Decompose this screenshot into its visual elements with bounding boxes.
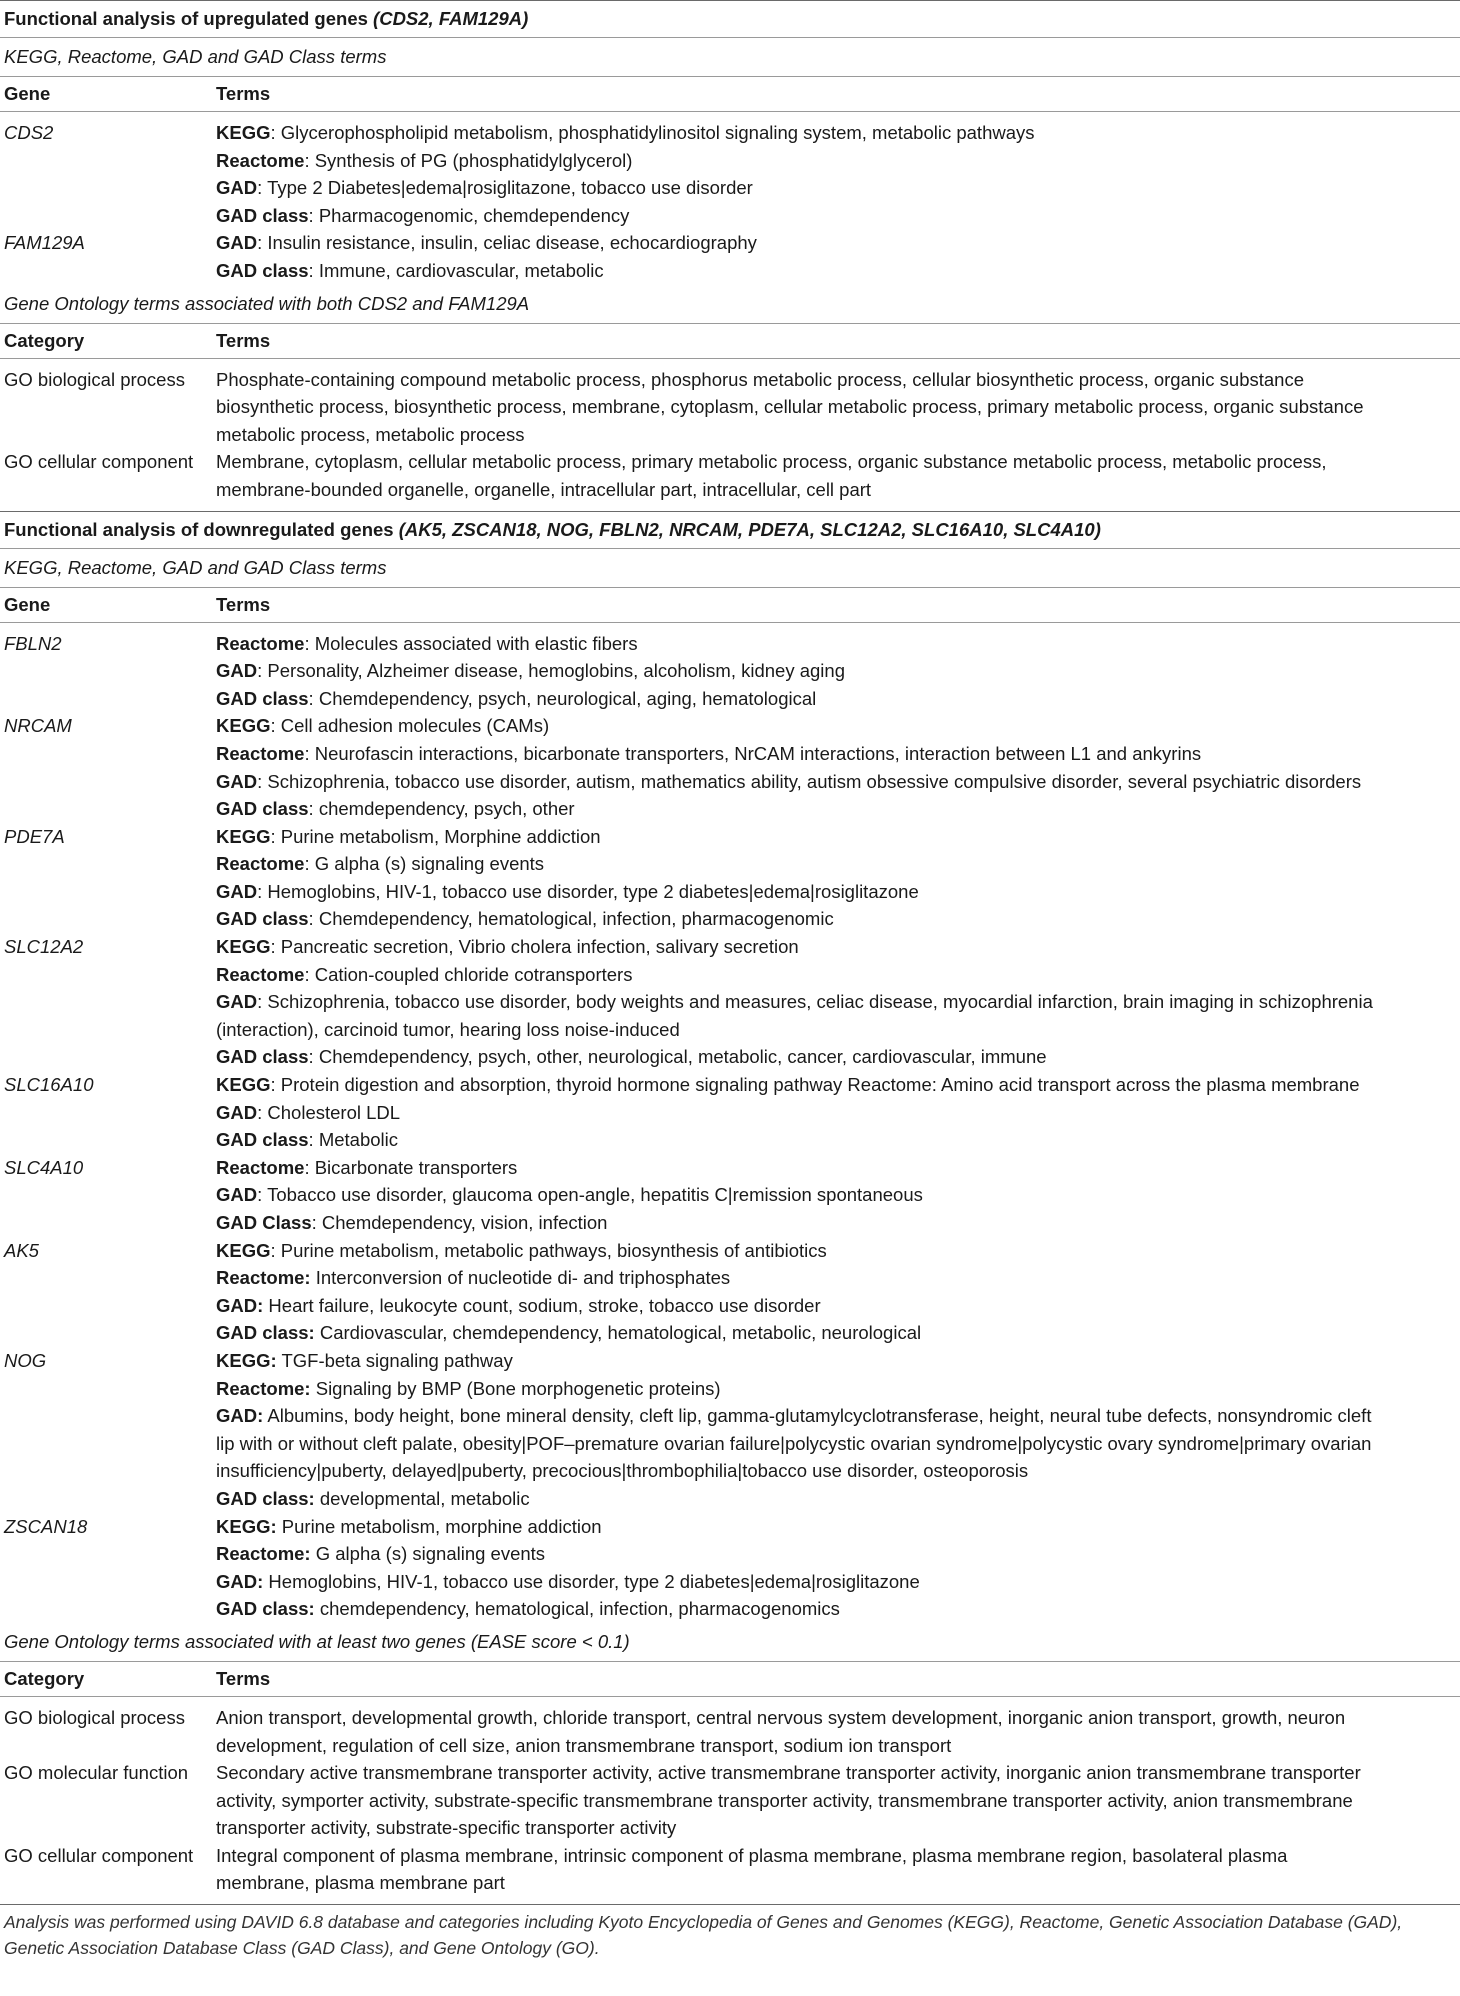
column-header-terms: Terms [216,83,271,104]
term-line [216,657,1456,685]
section-heading-genes: (AK5, ZSCAN18, NOG, FBLN2, NRCAM, PDE7A, SLC12A2, SLC16A10, SLC4A10) [398,518,1101,540]
gene-row [0,1347,1460,1513]
go-terms [216,448,1456,503]
term-continuation: (interaction), carcinoid tumor, hearing loss noise-induced [216,1018,680,1040]
term-label: Reactome [216,963,305,985]
term-line [216,1209,1456,1237]
term-label: GAD class: [216,1598,315,1620]
term-line [216,905,1456,933]
term-line [216,823,1456,851]
gene-name: FBLN2 [4,632,62,654]
term-separator: : [270,122,281,143]
term-label: GAD [216,770,258,792]
gene-row [0,712,1460,822]
gene-row [0,1513,1460,1623]
term-text: Cholesterol LDL [267,1101,401,1123]
gene-terms [216,1513,1456,1623]
term-line [216,147,1456,175]
term-line [216,1402,1456,1430]
term-line [216,630,1456,658]
term-text: Chemdependency, vision, infection [321,1212,608,1233]
go-row [0,448,1460,503]
term-line [216,1043,1456,1071]
gene-name: FAM129A [4,232,85,254]
term-separator: : [308,687,319,709]
term-line [216,850,1456,878]
section-heading [0,1,1460,37]
term-text: Purine metabolism, morphine addiction [281,1515,602,1537]
term-line [216,1513,1456,1541]
term-separator: : [270,825,281,847]
term-text: chemdependency, hematological, infection, pharmacogenomics [319,1598,840,1620]
term-label: GAD class [216,259,309,281]
spacer [0,112,1460,119]
term-label: KEGG [216,122,271,143]
term-text: developmental, metabolic [319,1487,530,1509]
term-label: KEGG [216,936,271,958]
term-text: Immune, cardiovascular, metabolic [318,259,604,281]
term-separator: : [257,991,268,1013]
term-line [216,768,1456,796]
term-line [216,257,1456,285]
go-term-line: activity, symporter activity, substrate-specific transmembrane transporter activity, transmembrane transporter activity, anion transmembrane [216,1789,1353,1811]
term-line [216,933,1456,961]
term-line [216,1595,1456,1623]
term-text: Schizophrenia, tobacco use disorder, body weights and measures, celiac disease, myocardial infarction, brain imaging in schizophrenia [267,991,1373,1013]
gene-terms [216,712,1456,822]
gene-row [0,630,1460,713]
gene-terms [216,1154,1456,1237]
term-separator: : [270,1074,281,1096]
term-text: chemdependency, psych, other [318,798,575,820]
term-text: G alpha (s) signaling events [314,853,545,875]
term-text: Schizophrenia, tobacco use disorder, autism, mathematics ability, autism obsessive compulsive disorder, several psychiatric disorders [267,770,1362,792]
term-line [216,202,1456,230]
go-term-line: development, regulation of cell size, anion transmembrane transport, sodium ion transport [216,1734,952,1756]
term-label: Reactome [216,1156,305,1178]
term-label: Reactome: [216,1377,311,1399]
term-label: Reactome [216,853,305,875]
term-line [216,1347,1456,1375]
term-line [216,1126,1456,1154]
gene-terms [216,1237,1456,1347]
column-header-category: Category [4,329,85,351]
term-line [216,1099,1456,1127]
column-header-terms: Terms [216,1667,271,1689]
term-text: Signaling by BMP (Bone morphogenetic proteins) [315,1377,721,1399]
gene-name: NRCAM [4,715,72,737]
term-label: GAD class [216,798,309,820]
term-text: Interconversion of nucleotide di- and triphosphates [315,1267,731,1289]
term-text: Heart failure, leukocyte count, sodium, stroke, tobacco use disorder [268,1294,821,1316]
gene-name: SLC16A10 [4,1074,94,1096]
term-separator: : [257,660,268,682]
term-separator: : [257,1184,268,1206]
go-terms [216,366,1456,449]
go-terms [216,1759,1456,1842]
term-label: GAD Class [216,1212,312,1233]
term-text: G alpha (s) signaling events [315,1543,546,1565]
term-line [216,174,1456,202]
go-term-line: Integral component of plasma membrane, intrinsic component of plasma membrane, plasma membrane region, basolateral plasma [216,1844,1288,1866]
term-line [216,1568,1456,1596]
term-text: Cell adhesion molecules (CAMs) [280,715,550,737]
kegg-column-header [0,588,1460,622]
gene-row [0,119,1460,229]
term-label: GAD: [216,1294,264,1316]
section-heading-text: Functional analysis of upregulated genes [4,8,374,29]
gene-row [0,933,1460,1071]
go-term-line: membrane-bounded organelle, organelle, intracellular part, intracellular, cell part [216,478,872,500]
kegg-column-header [0,77,1460,111]
term-label: GAD: [216,1405,264,1427]
go-term-line: Phosphate-containing compound metabolic process, phosphorus metabolic process, cellular biosynthetic process, organic substance [216,368,1304,390]
go-subheading: Gene Ontology terms associated with both CDS2 and FAM129A [4,292,530,314]
column-header-terms: Terms [216,329,271,351]
term-separator: : [304,149,315,171]
gene-row [0,229,1460,284]
go-terms [216,1842,1456,1897]
go-category: GO molecular function [4,1762,189,1784]
term-text: Insulin resistance, insulin, celiac disease, echocardiography [267,232,757,254]
term-line [216,712,1456,740]
term-text: Type 2 Diabetes|edema|rosiglitazone, tobacco use disorder [267,177,753,199]
go-category: GO biological process [4,1706,185,1728]
term-label: KEGG [216,825,271,847]
term-separator: : [270,1239,281,1261]
term-line [216,1485,1456,1513]
term-continuation: insufficiency|puberty, delayed|puberty, precocious|thrombophilia|tobacco use disorder, osteoporosis [216,1460,1029,1482]
gene-name: ZSCAN18 [4,1515,88,1537]
term-label: GAD [216,232,258,254]
term-text: Purine metabolism, metabolic pathways, biosynthesis of antibiotics [280,1239,827,1261]
go-column-header [0,1662,1460,1696]
spacer [0,359,1460,366]
gene-row [0,1154,1460,1237]
term-separator: : [257,770,268,792]
term-separator: : [308,204,319,226]
section-heading-genes: (CDS2, FAM129A) [373,8,529,29]
gene-terms [216,1071,1456,1154]
gene-terms [216,630,1456,713]
column-header-gene: Gene [4,83,51,104]
term-separator: : [257,232,268,254]
term-text: Synthesis of PG (phosphatidylglycerol) [314,149,633,171]
section-heading-text: Functional analysis of downregulated genes [4,518,399,540]
spacer [0,623,1460,630]
term-label: GAD class [216,1129,309,1151]
term-text: Personality, Alzheimer disease, hemoglobins, alcoholism, kidney aging [267,660,845,682]
term-label: KEGG: [216,1515,277,1537]
term-separator: : [304,742,315,764]
term-separator: : [308,798,319,820]
spacer [0,1697,1460,1704]
term-line [216,685,1456,713]
gene-name: SLC12A2 [4,936,84,958]
term-line [216,961,1456,989]
term-text: Metabolic [318,1129,399,1151]
term-line [216,1540,1456,1568]
footnote-line: Genetic Association Database Class (GAD Class), and Gene Ontology (GO). [4,1938,600,1959]
term-text: Cation-coupled chloride cotransporters [314,963,633,985]
term-text: Tobacco use disorder, glaucoma open-angle, hepatitis C|remission spontaneous [267,1184,923,1206]
kegg-subheading: KEGG, Reactome, GAD and GAD Class terms [4,556,387,578]
go-term-line: Membrane, cytoplasm, cellular metabolic process, primary metabolic process, organic substance metabolic process, metabolic process, [216,451,1327,473]
footnote-line: Analysis was performed using DAVID 6.8 database and categories including Kyoto Encyclopedia of Genes and Genomes (KEGG), Reactome, Genetic Association Database (GAD), [4,1912,1403,1933]
term-continuation: lip with or without cleft palate, obesity|POF–premature ovarian failure|polycystic ovarian syndrome|polycystic ovary syndrome|primary ovarian [216,1432,1372,1454]
term-line [216,1264,1456,1292]
term-line [216,229,1456,257]
gene-row [0,823,1460,933]
term-text: Purine metabolism, Morphine addiction [280,825,601,847]
term-separator: : [257,1101,268,1123]
spacer [0,1897,1460,1904]
gene-terms [216,1347,1456,1513]
term-line [216,119,1456,147]
term-label: Reactome [216,632,305,654]
term-separator: : [304,853,315,875]
term-line [216,795,1456,823]
column-header-gene: Gene [4,593,51,615]
gene-name: SLC4A10 [4,1156,84,1178]
term-line [216,1181,1456,1209]
go-term-line: membrane, plasma membrane part [216,1872,505,1894]
term-line [216,1375,1456,1403]
term-text: Glycerophospholipid metabolism, phosphatidylinositol signaling system, metabolic pathways [280,122,1035,143]
gene-row [0,1071,1460,1154]
table-footnote [0,1905,1460,1961]
go-row [0,1759,1460,1842]
go-category: GO cellular component [4,1844,194,1866]
term-label: Reactome [216,149,305,171]
term-separator: : [311,1212,322,1233]
term-separator: : [304,963,315,985]
term-line [216,1071,1456,1099]
go-column-header [0,324,1460,358]
term-line [216,740,1456,768]
term-text: Chemdependency, psych, neurological, aging, hematological [318,687,817,709]
gene-terms [216,119,1456,229]
term-text: Pancreatic secretion, Vibrio cholera infection, salivary secretion [280,936,799,958]
gene-name: AK5 [4,1239,39,1261]
go-term-line: Secondary active transmembrane transporter activity, active transmembrane transporter activity, inorganic anion transmembrane transporter [216,1762,1361,1784]
term-label: GAD class [216,687,309,709]
term-label: KEGG [216,1074,271,1096]
kegg-subheading: KEGG, Reactome, GAD and GAD Class terms [4,46,387,67]
go-terms [216,1704,1456,1759]
section-heading [0,512,1460,548]
term-label: GAD class [216,1046,309,1068]
term-label: GAD class [216,908,309,930]
term-separator: : [308,259,319,281]
term-label: KEGG [216,1239,271,1261]
gene-row [0,1237,1460,1347]
term-label: KEGG [216,715,271,737]
column-header-category: Category [4,1667,85,1689]
spacer [0,504,1460,511]
term-separator: : [308,1046,319,1068]
go-category: GO cellular component [4,451,194,473]
term-text: Hemoglobins, HIV-1, tobacco use disorder, type 2 diabetes|edema|rosiglitazone [268,1570,920,1592]
go-row [0,1842,1460,1897]
term-text: Bicarbonate transporters [314,1156,518,1178]
go-term-line: Anion transport, developmental growth, chloride transport, central nervous system development, inorganic anion transport, growth, neuron [216,1706,1346,1728]
term-separator: : [304,632,315,654]
term-text: Molecules associated with elastic fibers [314,632,638,654]
term-line [216,1319,1456,1347]
go-term-line: biosynthetic process, biosynthetic process, membrane, cytoplasm, cellular metabolic process, primary metabolic process, organic substance [216,396,1364,418]
term-separator: : [308,1129,319,1151]
term-text: Cardiovascular, chemdependency, hematological, metabolic, neurological [319,1322,922,1344]
term-text: Protein digestion and absorption, thyroid hormone signaling pathway Reactome: Amino acid transport across the plasma membrane [280,1074,1360,1096]
gene-name: NOG [4,1349,47,1371]
term-separator: : [308,908,319,930]
go-term-line: transporter activity, substrate-specific transporter activity [216,1817,677,1839]
term-separator: : [304,1156,315,1178]
go-row [0,366,1460,449]
term-label: GAD class: [216,1322,315,1344]
term-separator: : [257,177,268,199]
term-line [216,878,1456,906]
term-label: GAD [216,660,258,682]
go-subheading: Gene Ontology terms associated with at least two genes (EASE score < 0.1) [4,1630,630,1652]
term-label: GAD [216,991,258,1013]
term-label: GAD [216,177,258,199]
term-label: Reactome: [216,1543,311,1565]
gene-name: PDE7A [4,825,65,847]
term-text: Neurofascin interactions, bicarbonate transporters, NrCAM interactions, interaction between L1 and ankyrins [314,742,1202,764]
term-label: GAD [216,1184,258,1206]
term-label: Reactome: [216,1267,311,1289]
term-text: Hemoglobins, HIV-1, tobacco use disorder, type 2 diabetes|edema|rosiglitazone [267,880,919,902]
term-line [216,988,1456,1016]
term-text: Pharmacogenomic, chemdependency [318,204,630,226]
term-label: Reactome [216,742,305,764]
term-label: GAD class: [216,1487,315,1509]
term-line [216,1237,1456,1265]
term-text: Chemdependency, psych, other, neurological, metabolic, cancer, cardiovascular, immune [318,1046,1047,1068]
term-label: GAD [216,880,258,902]
term-text: TGF-beta signaling pathway [281,1349,513,1371]
go-row [0,1704,1460,1759]
go-term-line: metabolic process, metabolic process [216,423,525,445]
term-label: GAD: [216,1570,264,1592]
term-separator: : [257,880,268,902]
term-separator: : [270,715,281,737]
gene-terms [216,229,1456,284]
term-text: Albumins, body height, bone mineral density, cleft lip, gamma-glutamylcyclotransferase, height, neural tube defects, nonsyndromic cleft [267,1405,1372,1427]
column-header-terms: Terms [216,593,271,615]
gene-name: CDS2 [4,122,54,143]
term-label: KEGG: [216,1349,277,1371]
term-line [216,1292,1456,1320]
term-line [216,1154,1456,1182]
term-separator: : [270,936,281,958]
term-label: GAD class [216,204,309,226]
gene-terms [216,933,1456,1071]
gene-terms [216,823,1456,933]
term-label: GAD [216,1101,258,1123]
term-text: Chemdependency, hematological, infection, pharmacogenomic [318,908,834,930]
go-category: GO biological process [4,368,185,390]
